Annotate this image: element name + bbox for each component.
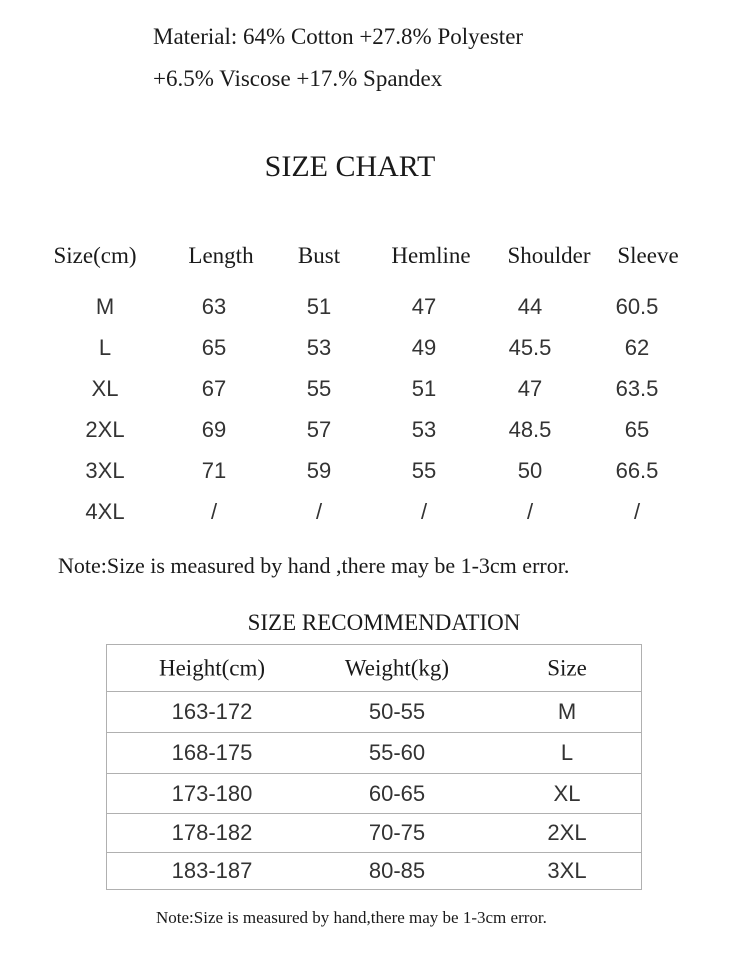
recommendation-row [107, 691, 641, 732]
recommendation-header-cell: Size [547, 655, 587, 681]
size-chart-cell: 59 [306, 458, 332, 483]
size-chart-cell: 49 [411, 335, 437, 360]
recommendation-cell: 168-175 [171, 740, 253, 765]
recommendation-cell: 55-60 [368, 740, 426, 765]
size-recommendation-title: SIZE RECOMMENDATION [247, 610, 521, 635]
size-recommendation-note: Note:Size is measured by hand,there may be 1-3cm error. [156, 908, 547, 927]
size-chart-header-cell: Length [188, 243, 254, 268]
recommendation-cell: 178-182 [171, 820, 253, 845]
size-chart-cell: L [98, 335, 112, 360]
size-chart-cell: / [210, 499, 218, 524]
size-chart-cell: 3XL [85, 458, 125, 483]
material-text-line-2: +6.5% Viscose +17.% Spandex [153, 66, 443, 91]
material-text-line-1: Material: 64% Cotton +27.8% Polyester [153, 24, 524, 49]
size-chart-cell: / [420, 499, 428, 524]
size-chart-cell: 63.5 [615, 376, 659, 401]
size-chart-cell: 2XL [85, 417, 125, 442]
size-chart-cell: 60.5 [615, 294, 659, 319]
size-chart-cell: / [633, 499, 641, 524]
size-chart-cell: 44 [517, 294, 543, 319]
size-chart-cell: 53 [411, 417, 437, 442]
recommendation-row [107, 773, 641, 813]
size-chart-cell: / [526, 499, 534, 524]
recommendation-cell: XL [553, 780, 581, 806]
size-chart-cell: 71 [201, 458, 227, 483]
size-chart-cell: 47 [411, 294, 437, 319]
size-chart-note: Note:Size is measured by hand ,there may be 1-3cm error. [58, 553, 570, 578]
recommendation-row [107, 852, 641, 889]
recommendation-header-cell: Weight(kg) [344, 655, 450, 681]
size-chart-cell: 51 [411, 376, 437, 401]
size-chart-cell: M [95, 294, 115, 319]
size-chart-cell: 69 [201, 417, 227, 442]
size-chart-cell: 67 [201, 376, 227, 401]
recommendation-header-row [107, 645, 641, 691]
recommendation-cell: 163-172 [171, 699, 253, 724]
recommendation-cell: 50-55 [368, 699, 426, 724]
recommendation-cell: 70-75 [368, 820, 426, 845]
size-chart-cell: 4XL [85, 499, 125, 524]
size-chart-cell: 48.5 [508, 417, 552, 442]
size-chart-title: SIZE CHART [264, 150, 436, 183]
size-chart-cell: 53 [306, 335, 332, 360]
size-chart-cell: 57 [306, 417, 332, 442]
recommendation-cell: M [557, 699, 577, 724]
size-chart-cell: 65 [201, 335, 227, 360]
recommendation-header-cell: Height(cm) [158, 655, 266, 681]
size-chart-cell: XL [91, 376, 119, 401]
size-chart-cell: / [315, 499, 323, 524]
size-chart-cell: 62 [624, 335, 650, 360]
recommendation-cell: L [560, 740, 574, 765]
recommendation-cell: 80-85 [368, 858, 426, 883]
size-chart-cell: 66.5 [615, 458, 659, 483]
size-chart-cell: 45.5 [508, 335, 552, 360]
recommendation-cell: 2XL [547, 820, 587, 845]
size-chart-cell: 65 [624, 417, 650, 442]
size-chart-cell: 63 [201, 294, 227, 319]
size-chart-cell: 55 [306, 376, 332, 401]
size-recommendation-table [106, 644, 642, 890]
size-chart-header-cell: Hemline [391, 243, 471, 268]
recommendation-row [107, 813, 641, 852]
size-chart-header-cell: Sleeve [617, 243, 679, 268]
recommendation-row [107, 732, 641, 773]
recommendation-cell: 60-65 [368, 780, 426, 806]
size-chart-header-cell: Bust [297, 243, 341, 268]
size-chart-header-cell: Shoulder [507, 243, 591, 268]
recommendation-cell: 3XL [547, 858, 587, 883]
size-chart-cell: 55 [411, 458, 437, 483]
recommendation-cell: 183-187 [171, 858, 253, 883]
size-chart-cell: 50 [517, 458, 543, 483]
size-chart-cell: 47 [517, 376, 543, 401]
size-chart-cell: 51 [306, 294, 332, 319]
size-chart-header-cell: Size(cm) [53, 243, 137, 268]
recommendation-cell: 173-180 [171, 780, 253, 806]
